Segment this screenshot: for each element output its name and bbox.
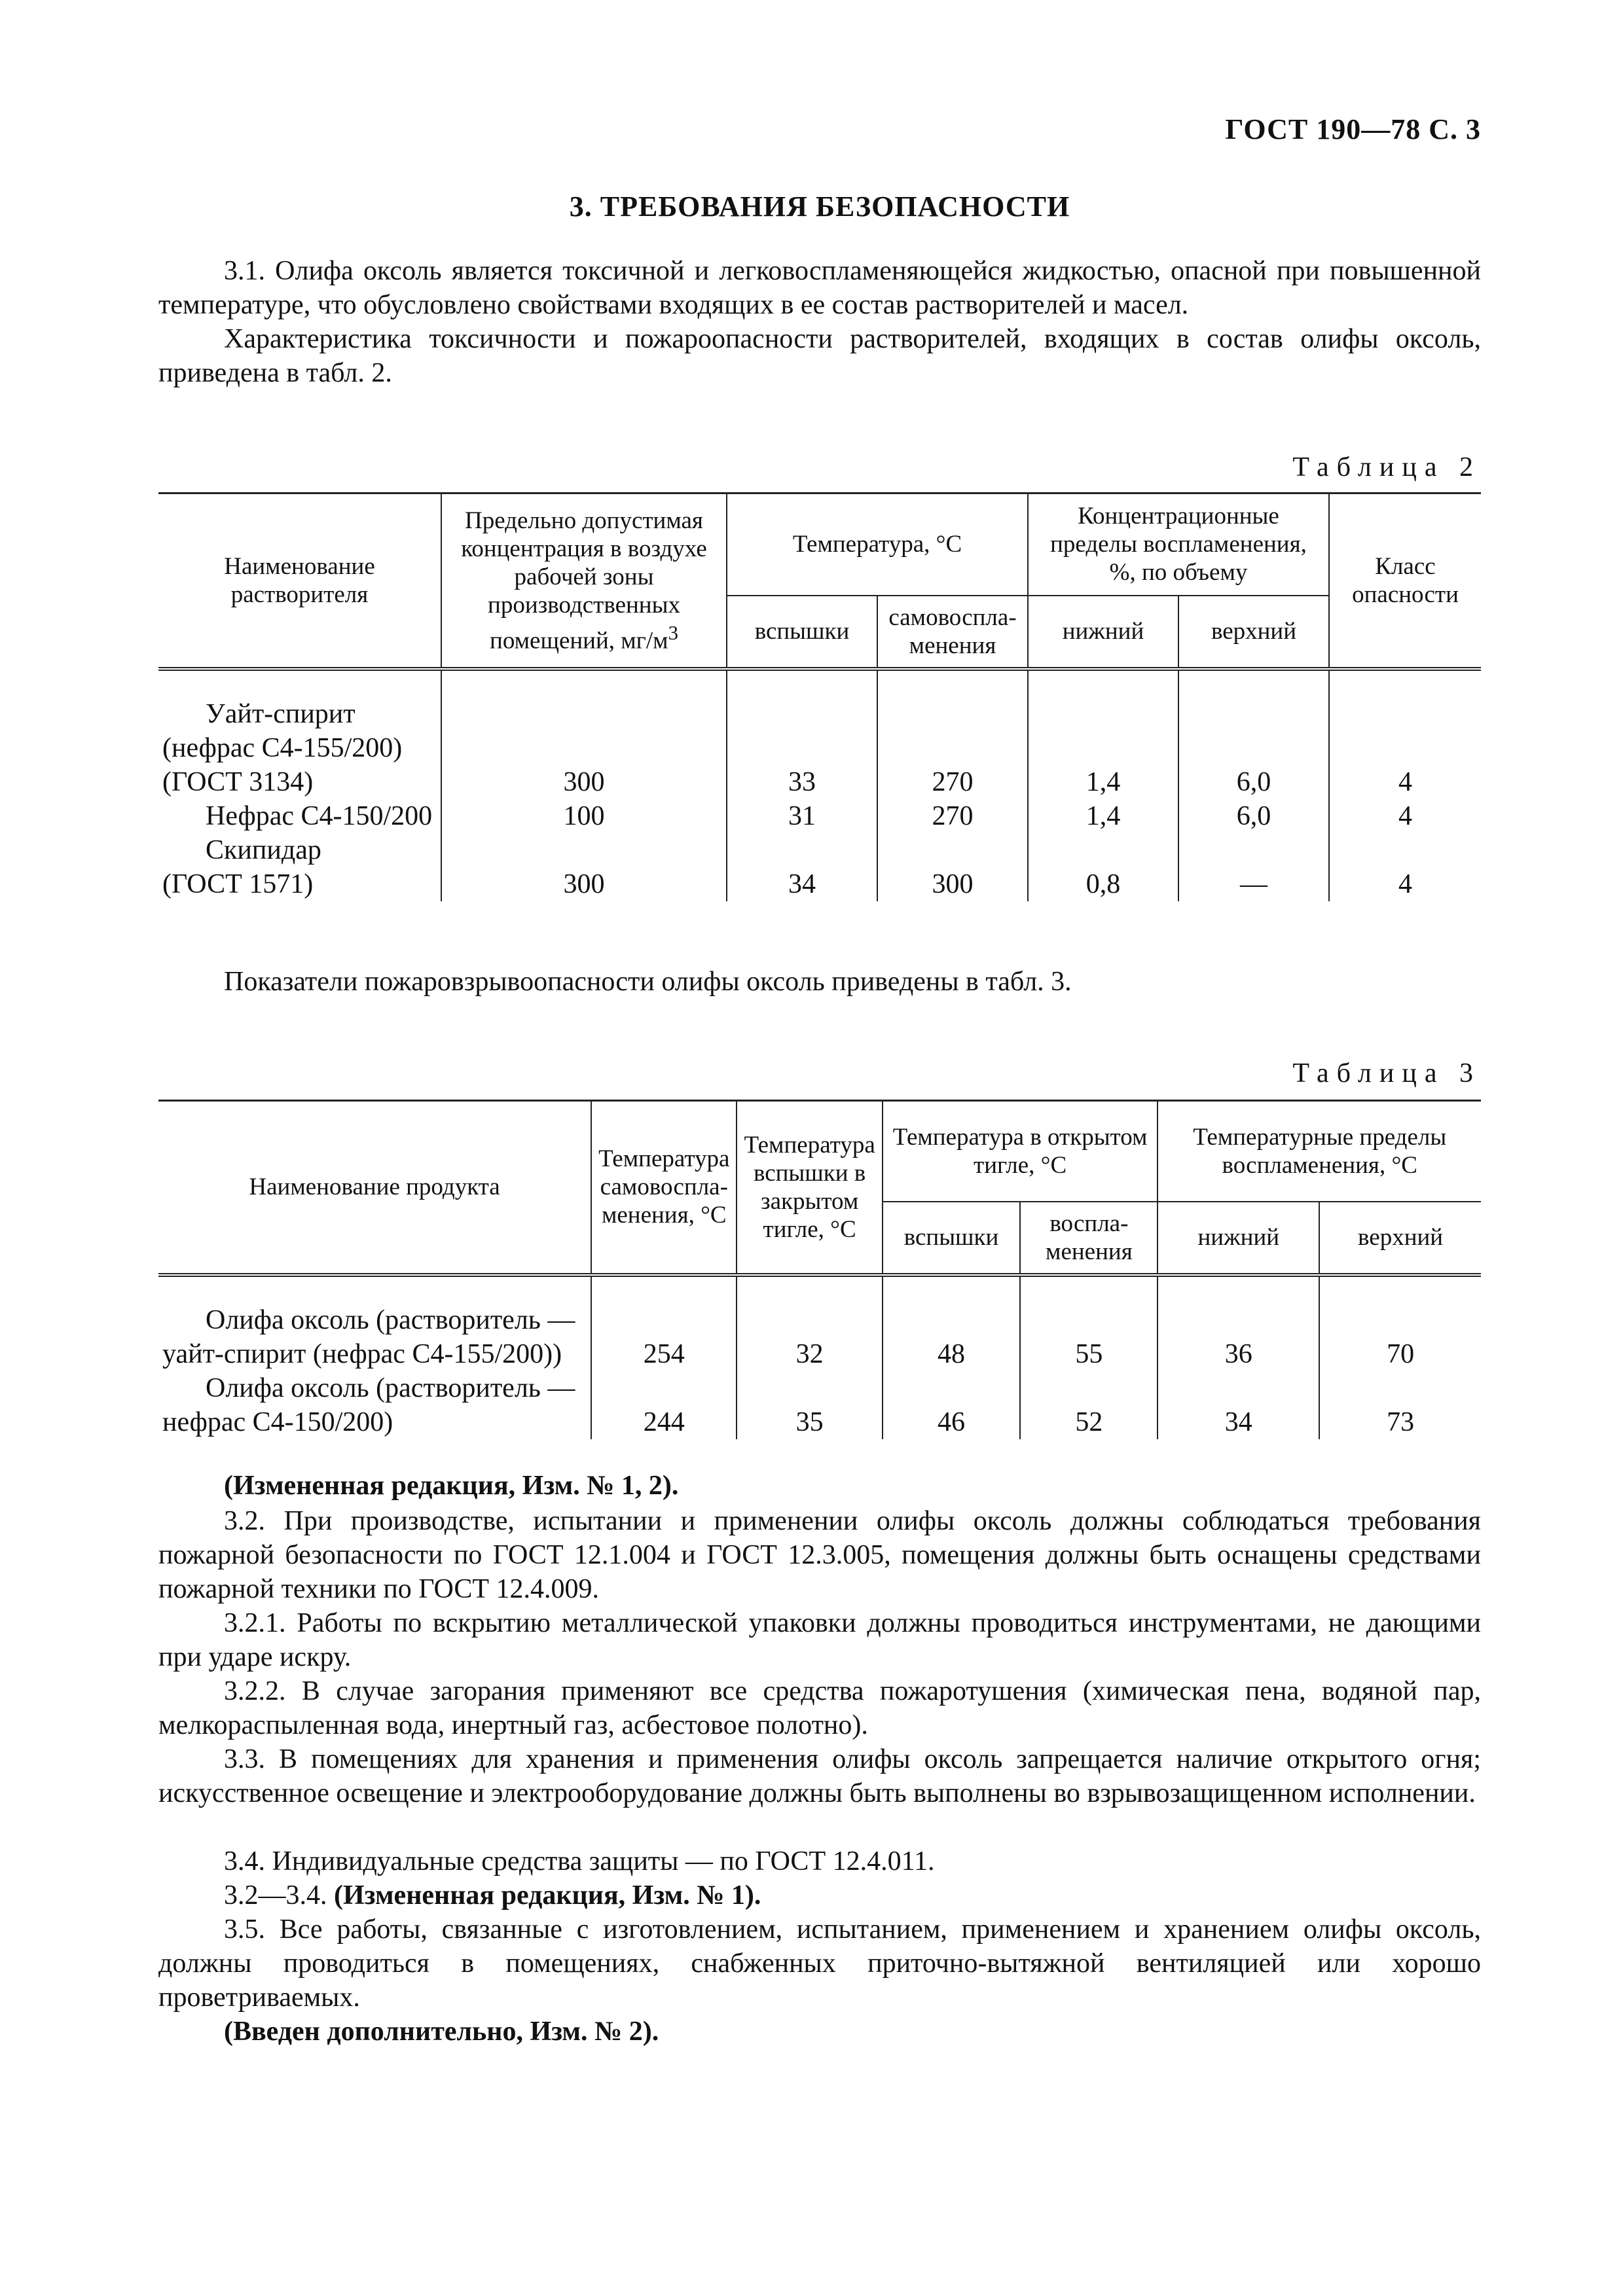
t3-cell-upper: 70 xyxy=(1319,1303,1481,1371)
paragraph-3-5: 3.5. Все работы, связанные с изготовлением, испытанием, применением и хранением олифы оксоль, должны проводиться в помещениях, снабженных приточно-вытяжной вентиляцией или хорошо проветриваемых. xyxy=(158,1914,1481,2013)
t2-header-limits: Концентрационные пределы воспламенения, %, по объему xyxy=(1028,493,1329,596)
t2-cell-selfign: 300 xyxy=(877,833,1028,901)
t2-cell-flash: 33 xyxy=(727,697,877,799)
t2-header-temp: Температура, °С xyxy=(727,493,1028,596)
t3-header-open-ign: воспла-менения xyxy=(1020,1202,1158,1275)
t3-header-selfign: Температура самовоспла-менения, °С xyxy=(591,1101,737,1275)
t2-header-lower: нижний xyxy=(1028,596,1178,669)
t2-cell-selfign: 270 xyxy=(877,799,1028,833)
t2-cell-lower: 1,4 xyxy=(1028,799,1178,833)
t2-header-upper: верхний xyxy=(1178,596,1329,669)
t2-cell-upper: 6,0 xyxy=(1178,799,1329,833)
t3-header-name: Наименование продукта xyxy=(158,1101,591,1275)
t3-cell-name: Олифа оксоль (растворитель — уайт-спирит (нефрас С4-155/200)) xyxy=(158,1303,591,1371)
t2-cell-selfign: 270 xyxy=(877,697,1028,799)
paragraph-3-2: 3.2. При производстве, испытании и применении олифы оксоль должны соблюдаться требования пожарной безопасности по ГОСТ 12.1.004 и ГОСТ 12.3.005, помещения должны быть оснащены средствами пожарной техники по ГОСТ 12.4.009. xyxy=(158,1506,1481,1604)
t2-cell-pdk: 300 xyxy=(441,697,727,799)
t2-cell-pdk: 300 xyxy=(441,833,727,901)
table-row xyxy=(158,1303,1481,1371)
t3-header-lower: нижний xyxy=(1158,1202,1319,1275)
amendment-note-2: (Введен дополнительно, Изм. № 2). xyxy=(224,2017,659,2047)
paragraph-table3-ref: Показатели пожаровзрывоопасности олифы оксоль приведены в табл. 3. xyxy=(224,967,1072,997)
section-title: 3. ТРЕБОВАНИЯ БЕЗОПАСНОСТИ xyxy=(569,190,1070,223)
paragraph-table2-ref: Характеристика токсичности и пожароопасности растворителей, входящих в состав олифы оксоль, приведена в табл. 2. xyxy=(158,324,1481,388)
t2-header-class: Класс опасности xyxy=(1329,493,1481,669)
paragraph-3-3: 3.3. В помещениях для хранения и применения олифы оксоль запрещается наличие открытого огня; искусственное освещение и электрооборудование должны быть выполнены во взрывозащищенном исполнении. xyxy=(158,1744,1481,1808)
t3-header-open-flash: вспышки xyxy=(883,1202,1021,1275)
t2-cell-class: 4 xyxy=(1329,697,1481,799)
t3-cell-closed: 35 xyxy=(737,1371,882,1439)
t3-cell-upper: 73 xyxy=(1319,1371,1481,1439)
t3-header-open: Температура в открытом тигле, °С xyxy=(883,1101,1158,1202)
t3-header-limits: Температурные пределы воспламенения, °С xyxy=(1158,1101,1481,1202)
t2-cell-flash: 34 xyxy=(727,833,877,901)
document-page xyxy=(158,0,1481,2296)
t3-cell-lower: 34 xyxy=(1158,1371,1319,1439)
t3-cell-open-flash: 48 xyxy=(883,1303,1021,1371)
paragraph-3-1: 3.1. Олифа оксоль является токсичной и легковоспламеняющейся жидкостью, опасной при повышенной температуре, что обусловлено свойствами входящих в ее состав растворителей и масел. xyxy=(158,256,1481,320)
t3-cell-selfign: 254 xyxy=(591,1303,737,1371)
table-row xyxy=(158,1371,1481,1439)
table-row xyxy=(158,833,1481,901)
t3-cell-open-ign: 52 xyxy=(1020,1371,1158,1439)
t3-header-upper: верхний xyxy=(1319,1202,1481,1275)
t2-cell-pdk: 100 xyxy=(441,799,727,833)
t2-cell-lower: 0,8 xyxy=(1028,833,1178,901)
table3-caption: Таблица 3 xyxy=(1292,1058,1481,1088)
t3-cell-name: Олифа оксоль (растворитель — нефрас С4-150/200) xyxy=(158,1371,591,1439)
table3 xyxy=(158,1100,1481,1439)
t2-cell-class: 4 xyxy=(1329,799,1481,833)
table2 xyxy=(158,492,1481,901)
amendment-note-3-2-3-4: 3.2—3.4. (Измененная редакция, Изм. № 1). xyxy=(224,1880,761,1910)
table-row xyxy=(158,799,1481,833)
table2-caption: Таблица 2 xyxy=(1292,452,1481,482)
paragraph-3-2-2: 3.2.2. В случае загорания применяют все средства пожаротушения (химическая пена, водяной пар, мелкораспыленная вода, инертный газ, асбестовое полотно). xyxy=(158,1676,1481,1740)
t2-header-name: Наименование растворителя xyxy=(158,493,441,669)
t2-cell-name: Нефрас С4-150/200 xyxy=(158,799,441,833)
paragraph-3-2-1: 3.2.1. Работы по вскрытию металлической упаковки должны проводиться инструментами, не дающими при ударе искру. xyxy=(158,1608,1481,1672)
table-row xyxy=(158,697,1481,799)
t3-cell-open-ign: 55 xyxy=(1020,1303,1158,1371)
t2-cell-name: Уайт-спирит (нефрас С4-155/200) (ГОСТ 3134) xyxy=(158,697,441,799)
page-header: ГОСТ 190—78 С. 3 xyxy=(1225,113,1481,145)
t2-header-flash: вспышки xyxy=(727,596,877,669)
t2-cell-class: 4 xyxy=(1329,833,1481,901)
t3-cell-open-flash: 46 xyxy=(883,1371,1021,1439)
t3-cell-selfign: 244 xyxy=(591,1371,737,1439)
t2-cell-lower: 1,4 xyxy=(1028,697,1178,799)
t2-header-pdk: Предельно допустимая концентрация в воздухе рабочей зоны производственных помещений, $мг/м^3$ xyxy=(441,493,727,669)
t3-cell-closed: 32 xyxy=(737,1303,882,1371)
t3-cell-lower: 36 xyxy=(1158,1303,1319,1371)
t2-cell-upper: 6,0 xyxy=(1178,697,1329,799)
t2-cell-flash: 31 xyxy=(727,799,877,833)
amendment-note-1-2: (Измененная редакция, Изм. № 1, 2). xyxy=(224,1471,679,1501)
t3-header-closed: Температура вспышки в закрытом тигле, °С xyxy=(737,1101,882,1275)
t2-header-selfign: самовоспла-менения xyxy=(877,596,1028,669)
paragraph-3-4: 3.4. Индивидуальные средства защиты — по ГОСТ 12.4.011. xyxy=(224,1846,935,1876)
t2-cell-name: Скипидар (ГОСТ 1571) xyxy=(158,833,441,901)
t2-cell-upper: — xyxy=(1178,833,1329,901)
